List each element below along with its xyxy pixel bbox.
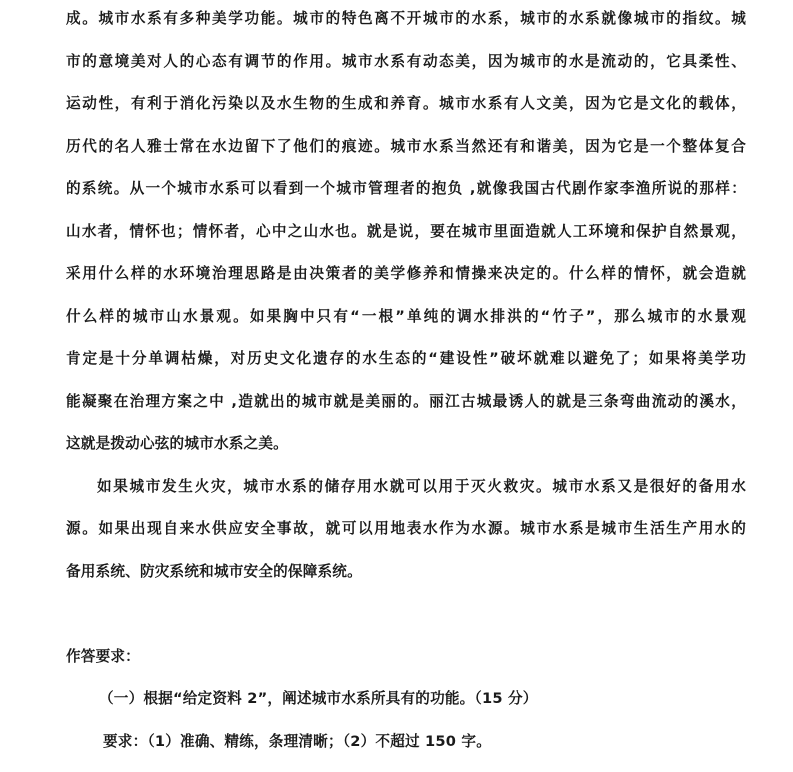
paragraph-1-line-7: 采用什么样的水环境治理思路是由决策者的美学修养和情操来决定的。什么样的情怀，就会造就 (66, 265, 746, 282)
paragraph-1-line-9: 肯定是十分单调枯燥，对历史文化遗存的水生态的“建设性”破坏就难以避免了；如果将美学功 (66, 350, 746, 367)
requirements-heading: 作答要求： (66, 648, 140, 665)
paragraph-1-line-5: 的系统。从一个城市水系可以看到一个城市管理者的抱负 ,就像我国古代剧作家李渔所说的那样： (66, 180, 746, 197)
paragraph-1-line-2: 市的意境美对人的心态有调节的作用。城市水系有动态美，因为城市的水是流动的，它具柔性、 (66, 53, 746, 70)
question-1-criteria: 要求：（1）准确、精练，条理清晰；（2）不超过 150 字。 (103, 733, 491, 750)
paragraph-1-line-4: 历代的名人雅士常在水边留下了他们的痕迹。城市水系当然还有和谐美，因为它是一个整体复合 (66, 138, 746, 155)
paragraph-1-line-11: 这就是拨动心弦的城市水系之美。 (66, 435, 288, 452)
paragraph-1-line-10: 能凝聚在治理方案之中 ,造就出的城市就是美丽的。丽江古城最诱人的就是三条弯曲流动的溪水， (66, 393, 746, 410)
paragraph-2-line-3: 备用系统、防灾系统和城市安全的保障系统。 (66, 563, 362, 580)
paragraph-2-line-1: 如果城市发生火灾，城市水系的储存用水就可以用于灭火救灾。城市水系又是很好的备用水 (97, 478, 746, 495)
paragraph-1-line-8: 什么样的城市山水景观。如果胸中只有“一根”单纯的调水排洪的“竹子”，那么城市的水景观 (66, 308, 746, 325)
paragraph-1-line-3: 运动性，有利于消化污染以及水生物的生成和养育。城市水系有人文美，因为它是文化的载体， (66, 95, 746, 112)
paragraph-1-line-1: 成。城市水系有多种美学功能。城市的特色离不开城市的水系，城市的水系就像城市的指纹。城 (66, 10, 746, 27)
paragraph-1-line-6: 山水者，情怀也；情怀者，心中之山水也。就是说，要在城市里面造就人工环境和保护自然景观， (66, 223, 746, 240)
question-1: （一）根据“给定资料 2”，阐述城市水系所具有的功能。（15 分） (99, 690, 538, 707)
paragraph-2-line-2: 源。如果出现自来水供应安全事故，就可以用地表水作为水源。城市水系是城市生活生产用水的 (66, 520, 746, 537)
